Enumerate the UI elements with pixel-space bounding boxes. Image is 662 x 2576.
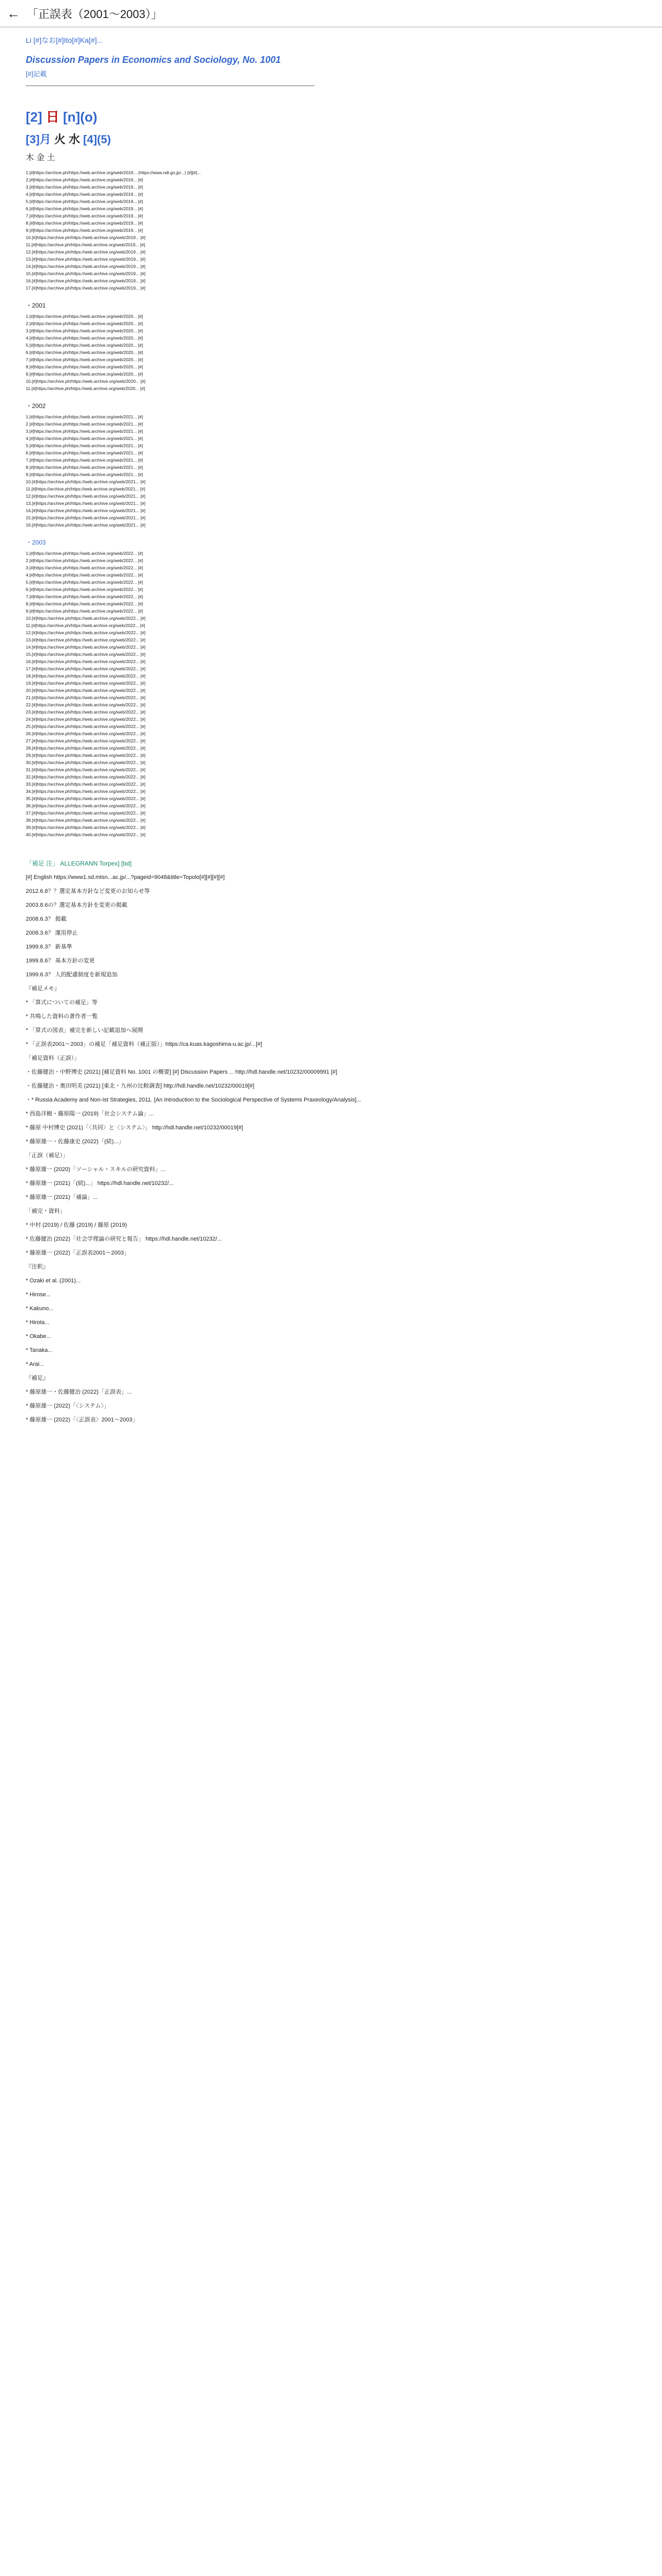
- reference-line[interactable]: 1.[#]https://archive.ph/https://web.archive.org/web/2019... (https://www.ndl.go.jp/...) [#][#]...: [26, 170, 201, 175]
- note-paragraph: * Okabe...: [26, 1333, 51, 1340]
- note-paragraph: 1999.6.3？ 人的配慮制度を新規追加: [26, 972, 118, 978]
- reference-line[interactable]: 1.[#]https://archive.ph/https://web.archive.org/web/2021... [#]: [26, 414, 143, 419]
- note-paragraph: 「正誤（補足）」: [26, 1153, 69, 1159]
- reference-line[interactable]: 30.[#]https://archive.ph/https://web.archive.org/web/2022... [#]: [26, 760, 145, 765]
- reference-line[interactable]: 11.[#]https://archive.ph/https://web.archive.org/web/2020... [#]: [26, 386, 145, 391]
- note-paragraph: [#] English https://www1.sd.mtsn...ac.jp/...?pageid=9048&title=Topolo[#][#][#][#]: [26, 874, 225, 880]
- reference-line[interactable]: 4.[#]https://archive.ph/https://web.archive.org/web/2020... [#]: [26, 335, 143, 341]
- headline-part-a[interactable]: [2]: [26, 109, 42, 125]
- reference-line[interactable]: 7.[#]https://archive.ph/https://web.archive.org/web/2019... [#]: [26, 213, 143, 218]
- subhead-d[interactable]: [4](5): [83, 133, 111, 146]
- reference-line[interactable]: 2.[#]https://archive.ph/https://web.archive.org/web/2021... [#]: [26, 421, 143, 427]
- reference-line[interactable]: 1.[#]https://archive.ph/https://web.archive.org/web/2020... [#]: [26, 314, 143, 319]
- reference-line[interactable]: 15.[#]https://archive.ph/https://web.archive.org/web/2019... [#]: [26, 271, 145, 276]
- reference-line[interactable]: 13.[#]https://archive.ph/https://web.archive.org/web/2019... [#]: [26, 257, 145, 262]
- note-paragraph: ・佐藤健治・中野博史 (2021) [補足資料 No. 1001 の概要] [#] Discussion Papers ... http://hdl.handle.net/10232/00009991 [#]: [26, 1069, 338, 1075]
- reference-line[interactable]: 3.[#]https://archive.ph/https://web.archive.org/web/2019... [#]: [26, 184, 143, 190]
- reference-line[interactable]: 36.[#]https://archive.ph/https://web.archive.org/web/2022... [#]: [26, 803, 145, 808]
- reference-line[interactable]: 28.[#]https://archive.ph/https://web.archive.org/web/2022... [#]: [26, 745, 145, 751]
- reference-line[interactable]: 13.[#]https://archive.ph/https://web.archive.org/web/2021... [#]: [26, 501, 145, 506]
- reference-line[interactable]: 11.[#]https://archive.ph/https://web.archive.org/web/2022... [#]: [26, 623, 145, 628]
- reference-line[interactable]: 10.[#]https://archive.ph/https://web.archive.org/web/2020... [#]: [26, 379, 145, 384]
- reference-line[interactable]: 39.[#]https://archive.ph/https://web.archive.org/web/2022... [#]: [26, 825, 145, 830]
- reference-line[interactable]: 5.[#]https://archive.ph/https://web.archive.org/web/2021... [#]: [26, 443, 143, 448]
- weekday-row: 木 金 土: [26, 154, 55, 162]
- reference-line[interactable]: 8.[#]https://archive.ph/https://web.archive.org/web/2021... [#]: [26, 465, 143, 470]
- reference-line[interactable]: 26.[#]https://archive.ph/https://web.archive.org/web/2022... [#]: [26, 731, 145, 736]
- reference-line[interactable]: 12.[#]https://archive.ph/https://web.archive.org/web/2019... [#]: [26, 249, 145, 255]
- page-title: 「正誤表（2001〜2003）」: [27, 7, 162, 21]
- note-paragraph: * 「算式についての補足」等: [26, 999, 98, 1006]
- reference-line[interactable]: 6.[#]https://archive.ph/https://web.archive.org/web/2019... [#]: [26, 206, 143, 211]
- note-link[interactable]: [#]記載: [26, 70, 47, 78]
- reference-line[interactable]: 13.[#]https://archive.ph/https://web.archive.org/web/2022... [#]: [26, 637, 145, 642]
- reference-line[interactable]: 20.[#]https://archive.ph/https://web.archive.org/web/2022... [#]: [26, 688, 145, 693]
- reference-line[interactable]: 38.[#]https://archive.ph/https://web.archive.org/web/2022... [#]: [26, 818, 145, 823]
- reference-line[interactable]: 7.[#]https://archive.ph/https://web.archive.org/web/2021... [#]: [26, 457, 143, 463]
- reference-line[interactable]: 29.[#]https://archive.ph/https://web.archive.org/web/2022... [#]: [26, 753, 145, 758]
- note-paragraph: * 藤原雄一 (2020)「ソーシャル・スキルの研究資料」...: [26, 1166, 166, 1173]
- note-paragraph: ・佐藤健治・奥田明美 (2021) [東北・九州の比較調査] http://hdl.handle.net/10232/00019[#]: [26, 1083, 255, 1089]
- reference-line[interactable]: 19.[#]https://archive.ph/https://web.archive.org/web/2022... [#]: [26, 681, 145, 686]
- note-paragraph: ・* Russia Academy and Non-Ist Strategies, 2011. [An Introduction to the Sociological Perspective of Systems Praxeology/Analysis]...: [26, 1097, 361, 1103]
- subhead-b: 火: [54, 133, 66, 146]
- note-paragraph: 2008.6.3？ 掲載: [26, 916, 67, 922]
- headline-part-b[interactable]: 日: [46, 109, 60, 125]
- note-paragraph: 2012.6.8？？選定基本方針など変更のお知らせ等: [26, 888, 150, 894]
- reference-line[interactable]: 37.[#]https://archive.ph/https://web.archive.org/web/2022... [#]: [26, 810, 145, 816]
- note-paragraph: * Tanaka...: [26, 1347, 53, 1353]
- reference-line[interactable]: 22.[#]https://archive.ph/https://web.archive.org/web/2022... [#]: [26, 702, 145, 707]
- reference-line[interactable]: 12.[#]https://archive.ph/https://web.archive.org/web/2021... [#]: [26, 494, 145, 499]
- note-paragraph: * Ozaki et al. (2001)...: [26, 1278, 81, 1284]
- reference-line[interactable]: 31.[#]https://archive.ph/https://web.archive.org/web/2022... [#]: [26, 767, 145, 772]
- note-paragraph: * 中村 (2019) / 佐藤 (2019) / 藤原 (2019): [26, 1222, 127, 1228]
- reference-line[interactable]: 6.[#]https://archive.ph/https://web.archive.org/web/2020... [#]: [26, 350, 143, 355]
- reference-list-3: [26, 413, 639, 529]
- notes-section-title[interactable]: 「補足 注」 ALLEGRANN Torpex] [bd]: [26, 860, 132, 867]
- reference-line[interactable]: 7.[#]https://archive.ph/https://web.archive.org/web/2020... [#]: [26, 357, 143, 362]
- subhead-a[interactable]: [3]月: [26, 133, 51, 146]
- note-paragraph: 2008.3.6？ 運用停止: [26, 930, 78, 936]
- reference-line[interactable]: 11.[#]https://archive.ph/https://web.archive.org/web/2019... [#]: [26, 242, 145, 247]
- reference-line[interactable]: 4.[#]https://archive.ph/https://web.archive.org/web/2021... [#]: [26, 436, 143, 441]
- reference-line[interactable]: 6.[#]https://archive.ph/https://web.archive.org/web/2022... [#]: [26, 587, 143, 592]
- reference-line[interactable]: 4.[#]https://archive.ph/https://web.archive.org/web/2019... [#]: [26, 192, 143, 197]
- note-paragraph: * 藤原雄一 (2021)「(続)...」 https://hdl.handle.net/10232/...: [26, 1180, 174, 1187]
- reference-line[interactable]: 9.[#]https://archive.ph/https://web.archive.org/web/2020... [#]: [26, 371, 143, 377]
- note-paragraph: * 「正誤表2001〜2003」の補足「補足資料（補正版）」https://ca.kuas.kagoshima-u.ac.jp/...[#]: [26, 1041, 262, 1047]
- reference-line[interactable]: 4.[#]https://archive.ph/https://web.archive.org/web/2022... [#]: [26, 572, 143, 578]
- reference-line[interactable]: 14.[#]https://archive.ph/https://web.archive.org/web/2022... [#]: [26, 645, 145, 650]
- reference-line[interactable]: 7.[#]https://archive.ph/https://web.archive.org/web/2022... [#]: [26, 594, 143, 599]
- reference-line[interactable]: 17.[#]https://archive.ph/https://web.archive.org/web/2019... [#]: [26, 285, 145, 291]
- note-paragraph: * 藤原雄一・佐藤康史 (2022)「(続)...」: [26, 1139, 124, 1145]
- section-2003-title[interactable]: ・2003: [26, 539, 46, 546]
- notes-list: [26, 874, 639, 1424]
- reference-line[interactable]: 6.[#]https://archive.ph/https://web.archive.org/web/2021... [#]: [26, 450, 143, 455]
- reference-line[interactable]: 12.[#]https://archive.ph/https://web.archive.org/web/2022... [#]: [26, 630, 145, 635]
- reference-line[interactable]: 10.[#]https://archive.ph/https://web.archive.org/web/2019... [#]: [26, 235, 145, 240]
- reference-line[interactable]: 5.[#]https://archive.ph/https://web.archive.org/web/2020... [#]: [26, 343, 143, 348]
- discussion-paper-link[interactable]: Discussion Papers in Economics and Sociology, No. 1001: [26, 55, 281, 65]
- reference-line[interactable]: 9.[#]https://archive.ph/https://web.archive.org/web/2019... [#]: [26, 228, 143, 233]
- reference-line[interactable]: 8.[#]https://archive.ph/https://web.archive.org/web/2019... [#]: [26, 221, 143, 226]
- reference-line[interactable]: 2.[#]https://archive.ph/https://web.archive.org/web/2022... [#]: [26, 558, 143, 563]
- reference-line[interactable]: 32.[#]https://archive.ph/https://web.archive.org/web/2022... [#]: [26, 774, 145, 779]
- subhead-c: 水: [69, 133, 80, 146]
- note-paragraph: * Hirota...: [26, 1319, 49, 1326]
- reference-line[interactable]: 15.[#]https://archive.ph/https://web.archive.org/web/2022... [#]: [26, 652, 145, 657]
- top-app-bar: [0, 0, 662, 27]
- reference-line[interactable]: 8.[#]https://archive.ph/https://web.archive.org/web/2020... [#]: [26, 364, 143, 369]
- reference-line[interactable]: 23.[#]https://archive.ph/https://web.archive.org/web/2022... [#]: [26, 709, 145, 715]
- subhead-row: [26, 131, 639, 147]
- reference-line[interactable]: 2.[#]https://archive.ph/https://web.archive.org/web/2020... [#]: [26, 321, 143, 326]
- reference-line[interactable]: 14.[#]https://archive.ph/https://web.archive.org/web/2019... [#]: [26, 264, 145, 269]
- note-paragraph: * 藤原雄一 (2022)「〈システム〉」: [26, 1403, 110, 1409]
- reference-line[interactable]: 21.[#]https://archive.ph/https://web.archive.org/web/2022... [#]: [26, 695, 145, 700]
- reference-line[interactable]: 35.[#]https://archive.ph/https://web.archive.org/web/2022... [#]: [26, 796, 145, 801]
- reference-line[interactable]: 10.[#]https://archive.ph/https://web.archive.org/web/2021... [#]: [26, 479, 145, 484]
- reference-line[interactable]: 3.[#]https://archive.ph/https://web.archive.org/web/2022... [#]: [26, 565, 143, 570]
- reference-line[interactable]: 16.[#]https://archive.ph/https://web.archive.org/web/2019... [#]: [26, 278, 145, 283]
- reference-line[interactable]: 5.[#]https://archive.ph/https://web.archive.org/web/2019... [#]: [26, 199, 143, 204]
- reference-line[interactable]: 17.[#]https://archive.ph/https://web.archive.org/web/2022... [#]: [26, 666, 145, 671]
- reference-list-2: [26, 313, 639, 392]
- reference-line[interactable]: 10.[#]https://archive.ph/https://web.archive.org/web/2022... [#]: [26, 616, 145, 621]
- back-arrow-icon[interactable]: ←: [7, 5, 20, 21]
- reference-line[interactable]: 8.[#]https://archive.ph/https://web.archive.org/web/2022... [#]: [26, 601, 143, 606]
- reference-line[interactable]: 18.[#]https://archive.ph/https://web.archive.org/web/2022... [#]: [26, 673, 145, 679]
- note-paragraph: * 藤原雄一 (2022)「〈正誤表〉2001〜2003」: [26, 1417, 138, 1423]
- note-paragraph: 『補足メモ』: [26, 986, 60, 992]
- reference-line[interactable]: 2.[#]https://archive.ph/https://web.archive.org/web/2019... [#]: [26, 177, 143, 182]
- note-paragraph: * Hirose...: [26, 1292, 51, 1298]
- reference-line[interactable]: 1.[#]https://archive.ph/https://web.archive.org/web/2022... [#]: [26, 551, 143, 556]
- reference-line[interactable]: 15.[#]https://archive.ph/https://web.archive.org/web/2021... [#]: [26, 515, 145, 520]
- headline-part-c[interactable]: [n](o): [63, 109, 97, 125]
- note-paragraph: 「補完・資料」: [26, 1208, 65, 1214]
- reference-line[interactable]: 5.[#]https://archive.ph/https://web.archive.org/web/2022... [#]: [26, 580, 143, 585]
- section-2001-title: ・2001: [26, 302, 46, 309]
- reference-line[interactable]: 16.[#]https://archive.ph/https://web.archive.org/web/2021... [#]: [26, 522, 145, 528]
- note-paragraph: 1999.8.6？ 基本方針の変更: [26, 958, 95, 964]
- note-paragraph: * 藤原雄一 (2022)「正誤表2001〜2003」: [26, 1250, 130, 1256]
- top-nav-links[interactable]: Li [#]なお[#]Ito[#]Ka[#]...: [26, 36, 103, 44]
- reference-line[interactable]: 16.[#]https://archive.ph/https://web.archive.org/web/2022... [#]: [26, 659, 145, 664]
- note-paragraph: 「補足資料（正誤）」: [26, 1055, 80, 1061]
- note-paragraph: 『注釈』: [26, 1264, 48, 1270]
- reference-line[interactable]: 24.[#]https://archive.ph/https://web.archive.org/web/2022... [#]: [26, 717, 145, 722]
- note-paragraph: * 藤原雄一 (2021)「補論」...: [26, 1194, 98, 1200]
- reference-line[interactable]: 3.[#]https://archive.ph/https://web.archive.org/web/2021... [#]: [26, 429, 143, 434]
- note-paragraph: 『補足』: [26, 1375, 48, 1381]
- note-paragraph: 1999.6.3？ 新基準: [26, 944, 72, 950]
- reference-list-4: [26, 550, 639, 838]
- reference-line[interactable]: 11.[#]https://archive.ph/https://web.archive.org/web/2021... [#]: [26, 486, 145, 492]
- reference-line[interactable]: 33.[#]https://archive.ph/https://web.archive.org/web/2022... [#]: [26, 782, 145, 787]
- reference-line[interactable]: 27.[#]https://archive.ph/https://web.archive.org/web/2022... [#]: [26, 738, 145, 743]
- note-paragraph: * Kakuno...: [26, 1306, 54, 1312]
- note-paragraph: * 「算式の図表」補完を新しい記載追加へ展開: [26, 1027, 143, 1033]
- headline-row: [26, 107, 639, 126]
- reference-line[interactable]: 40.[#]https://archive.ph/https://web.archive.org/web/2022... [#]: [26, 832, 145, 837]
- note-paragraph: * 藤原 中村博史 (2021)「〈共同〉と〈システム〉」 http://hdl.handle.net/10232/00019[#]: [26, 1125, 243, 1131]
- reference-line[interactable]: 14.[#]https://archive.ph/https://web.archive.org/web/2021... [#]: [26, 508, 145, 513]
- note-paragraph: * Arai...: [26, 1361, 44, 1367]
- reference-list-1: [26, 169, 639, 292]
- section-2002-title: ・2002: [26, 402, 46, 410]
- reference-line[interactable]: 34.[#]https://archive.ph/https://web.archive.org/web/2022... [#]: [26, 789, 145, 794]
- reference-line[interactable]: 3.[#]https://archive.ph/https://web.archive.org/web/2020... [#]: [26, 328, 143, 333]
- reference-line[interactable]: 25.[#]https://archive.ph/https://web.archive.org/web/2022... [#]: [26, 724, 145, 729]
- note-paragraph: * 藤原雄一・佐藤健治 (2022)「正誤表」...: [26, 1389, 132, 1395]
- reference-line[interactable]: 9.[#]https://archive.ph/https://web.archive.org/web/2021... [#]: [26, 472, 143, 477]
- note-paragraph: * 共鳴した資料の著作者一覧: [26, 1013, 98, 1020]
- note-paragraph: * 佐藤健治 (2022)「社会学理論の研究と報告」 https://hdl.handle.net/10232/...: [26, 1236, 222, 1242]
- note-paragraph: 2003.8.6の？選定基本方針を変更の掲載: [26, 902, 127, 908]
- note-paragraph: * 西島洋樹・藤原陽一 (2019)「社会システム論」...: [26, 1111, 154, 1117]
- article-content: [26, 31, 639, 1430]
- reference-line[interactable]: 9.[#]https://archive.ph/https://web.archive.org/web/2022... [#]: [26, 608, 143, 614]
